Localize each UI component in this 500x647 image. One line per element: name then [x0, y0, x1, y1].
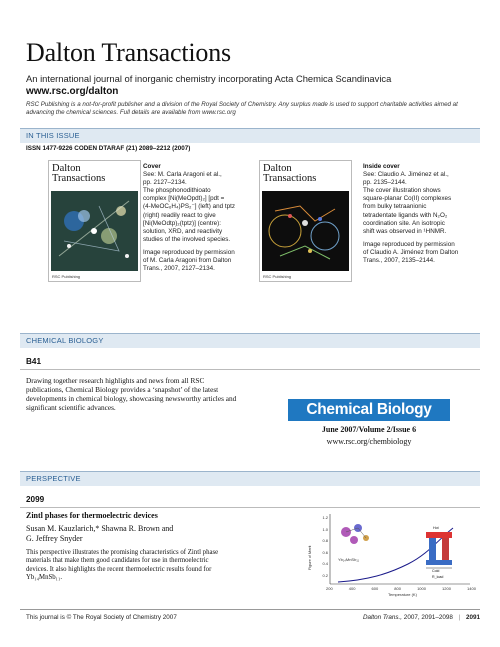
footer-copyright: This journal is © The Royal Society of Chemistry 2007 — [26, 614, 177, 621]
cover-line: [Ni(MeOdtp)₂(tptz)] (centre): — [143, 219, 222, 227]
cover-image — [48, 160, 141, 282]
cover-journal-title: Dalton Transactions — [52, 163, 106, 184]
inside-cover-credit: Trans., 2007, 2135–2144. — [363, 257, 435, 265]
section-label: PERSPECTIVE — [26, 474, 81, 483]
cover-line: pp. 2127–2134. — [143, 179, 187, 187]
inside-cover-line: from bulky tetraanionic — [363, 203, 427, 211]
issn-line: ISSN 1477-9226 CODEN DTARAF (21) 2089–2212 (2007) — [26, 145, 191, 152]
section-bar-perspective — [20, 471, 480, 486]
x-axis-label: Temperature (K) — [388, 592, 417, 597]
x-tick: 600 — [371, 586, 379, 591]
inside-cover-artwork — [260, 161, 351, 281]
cover-credit: Trans., 2007, 2127–2134. — [143, 265, 215, 273]
inside-cover-line: The cover illustration shows — [363, 187, 441, 195]
inside-cover-line: See: Claudio A. Jiménez et al., — [363, 171, 449, 179]
cover-publisher-logo: RSC Publishing — [52, 274, 81, 279]
journal-url[interactable]: www.rsc.org/dalton — [26, 86, 119, 97]
chemical-biology-body — [26, 376, 286, 412]
chemical-biology-code: B41 — [26, 357, 42, 366]
footer-pages: 2007, 2091–2098 — [402, 614, 453, 621]
section-bar-in-this-issue — [20, 128, 480, 143]
body-line: significant scientific advances. — [26, 403, 116, 412]
body-line: developments in chemical biology, showcasing newsworthy articles and — [26, 394, 237, 403]
body-line: Yb₁₄MnSb₁₁. — [26, 574, 63, 582]
footer-journal: Dalton Trans., — [362, 614, 403, 621]
publisher-note: RSC Publishing is a not-for-profit publisher and a division of the Royal Society of Chemistry. Any surplus made is used to support charitable activities aimed at advancing the chemical sciences. Full details are available from www.rsc.org — [26, 101, 458, 116]
cover-caption — [143, 163, 235, 273]
chemical-biology-banner: Chemical Biology — [288, 399, 450, 421]
divider — [20, 369, 480, 370]
figure-of-merit-plot — [308, 510, 478, 598]
perspective-authors — [26, 524, 173, 544]
cover-credit: of M. Carla Aragoni from Dalton — [143, 257, 232, 265]
x-tick: 1200 — [442, 586, 451, 591]
y-tick: 0.4 — [322, 561, 328, 566]
author-line: G. Jeffrey Snyder — [26, 534, 83, 543]
inside-cover-credit: of Claudio A. Jiménez from Dalton — [363, 248, 459, 256]
molecule-structure — [341, 524, 369, 544]
inside-cover-heading: Inside cover — [363, 163, 400, 170]
y-axis-label: Figure of Merit — [308, 545, 312, 570]
y-tick: 0.8 — [322, 538, 328, 543]
cover-heading: Cover — [143, 163, 161, 170]
thermoelectric-device-inset — [426, 532, 452, 568]
author-line: Susan M. Kauzlarich,* Shawna R. Brown and — [26, 524, 174, 533]
x-tick-labels — [326, 586, 476, 591]
y-tick: 0.2 — [322, 572, 328, 578]
journal-subtitle: An international journal of inorganic chemistry incorporating Acta Chemica Scandinavica — [26, 73, 392, 84]
x-tick: 1400 — [467, 586, 476, 591]
page-number: 2091 — [465, 614, 480, 621]
perspective-code: 2099 — [26, 495, 45, 504]
footer-rule — [20, 609, 480, 610]
x-tick: 800 — [394, 586, 401, 591]
inside-cover-line: square-planar Co(II) complexes — [363, 195, 452, 203]
cover-line: studies of the involved species. — [143, 235, 231, 243]
chemical-biology-url[interactable]: www.rsc.org/chembiology — [326, 437, 412, 446]
y-tick: 1.2 — [322, 515, 328, 520]
curve-label: Yb₁₄MnSb₁₁ — [338, 557, 360, 562]
cover-line: complex [Ni(MeOpdt)₂] [pdt = — [143, 195, 225, 203]
cover-line: (4-MeOC₆H₄)PS₂⁻] (left) and tptz — [143, 203, 236, 211]
y-tick: 0.6 — [322, 549, 328, 555]
body-line: publications, Chemical Biology provides a ‘snapshot’ of the latest — [26, 385, 219, 394]
body-line: This perspective illustrates the promising characteristics of Zintl phase — [26, 549, 219, 556]
chemical-biology-ad[interactable] — [288, 399, 450, 451]
body-line: devices. It also highlights the recent thermoelectric results found for — [26, 565, 212, 573]
y-tick: 1.0 — [322, 526, 328, 532]
chemical-biology-issue: June 2007/Volume 2/Issue 6 — [321, 425, 417, 434]
x-tick: 200 — [326, 586, 333, 591]
inside-cover-credit: Image reproduced by permission — [363, 240, 455, 248]
cover-line: solution, XRD, and reactivity — [143, 227, 223, 235]
perspective-body — [26, 549, 306, 583]
footer-citation: Dalton Trans., 2007, 2091–2098 | 2091 — [362, 614, 480, 621]
section-label: CHEMICAL BIOLOGY — [26, 336, 104, 345]
section-label: IN THIS ISSUE — [26, 131, 80, 140]
cover-credit: Image reproduced by permission — [143, 248, 235, 256]
divider — [20, 507, 480, 508]
inset-load-label: R_load — [432, 575, 444, 579]
cover-line: See: M. Carla Aragoni et al., — [143, 171, 222, 179]
inside-cover-journal-title: Dalton Transactions — [263, 163, 317, 184]
y-tick-labels — [320, 512, 328, 581]
inside-cover-line: pp. 2135–2144. — [363, 179, 407, 187]
inside-cover-line: tetradentate ligands with N₂O₂ — [363, 211, 448, 219]
perspective-title[interactable]: Zintl phases for thermoelectric devices — [26, 511, 158, 520]
section-bar-chemical-biology — [20, 333, 480, 348]
inside-cover-line: shift was observed in ¹HNMR. — [363, 227, 447, 235]
x-tick: 400 — [348, 586, 356, 591]
inset-cold-label: Cold — [432, 569, 440, 573]
cover-line: (right) readily react to give — [143, 211, 216, 219]
cover-artwork — [49, 161, 140, 281]
body-line: materials that make them good candidates for use in thermoelectric — [26, 557, 209, 565]
perspective-graphic — [308, 510, 478, 598]
journal-title: Dalton Transactions — [26, 38, 231, 67]
inside-cover-caption — [363, 163, 458, 265]
inside-cover-publisher-logo: RSC Publishing — [263, 274, 292, 279]
cover-line: The phosphonodithioato — [143, 187, 211, 195]
inside-cover-line: coordination site. An isotropic — [363, 219, 445, 227]
inside-cover-image — [259, 160, 352, 282]
body-line: Drawing together research highlights and news from all RSC — [26, 376, 205, 385]
x-tick: 1000 — [417, 586, 426, 591]
inset-hot-label: Hot — [433, 526, 439, 530]
